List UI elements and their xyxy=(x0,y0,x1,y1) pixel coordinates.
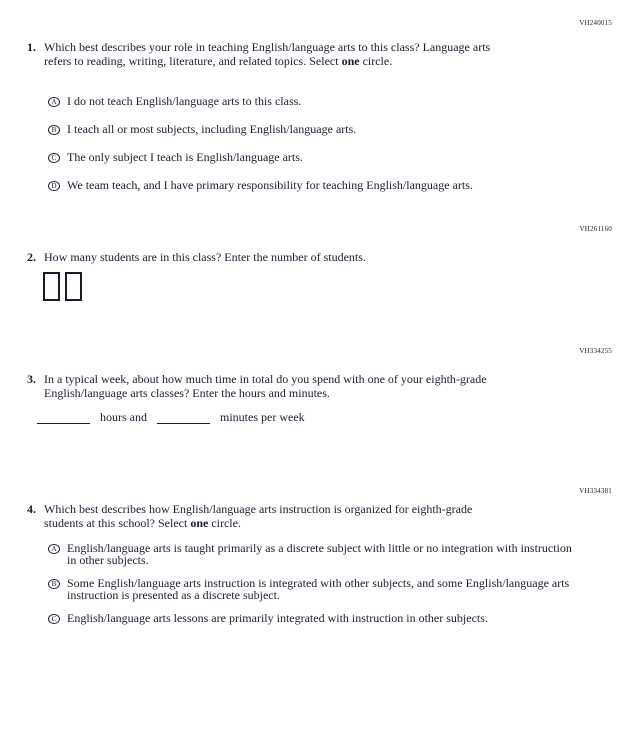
question-2 xyxy=(27,250,510,264)
question-1-options xyxy=(48,95,573,207)
question-4-option-c xyxy=(48,612,573,624)
hours-input-blank[interactable] xyxy=(37,410,90,424)
question-1-text xyxy=(44,40,510,68)
question-1-option-a xyxy=(48,95,573,107)
question-4-number: 4. xyxy=(27,502,36,516)
minutes-input-blank[interactable] xyxy=(157,410,210,424)
option-c-bubble-icon[interactable]: C xyxy=(48,614,60,624)
question-3-text: In a typical week, about how much time in total do you spend with one of your eighth-grade English/language arts classes? Enter the hours and minutes. xyxy=(44,372,487,400)
option-a-label: English/language arts is taught primarily as a discrete subject with little or no integration with instruction in other subjects. xyxy=(67,541,572,567)
question-2-text: How many students are in this class? Enter the number of students. xyxy=(44,250,366,264)
question-1 xyxy=(27,40,510,68)
question-1-option-b xyxy=(48,123,573,135)
question-3-number: 3. xyxy=(27,372,36,386)
question-4-text xyxy=(44,502,510,530)
question-3-accession-code: VH334255 xyxy=(579,347,612,355)
question-1-option-c xyxy=(48,151,573,163)
question-4 xyxy=(27,502,510,530)
question-4-text-end: circle. xyxy=(208,516,241,530)
question-3 xyxy=(27,372,510,400)
question-4-options xyxy=(48,542,573,635)
option-b-bubble-icon[interactable]: B xyxy=(48,125,60,135)
question-4-option-b xyxy=(48,577,573,601)
question-1-option-d xyxy=(48,179,573,191)
question-4-text-start: Which best describes how English/language arts instruction is organized for eighth-grade students at this school? Select xyxy=(44,502,473,530)
option-c-bubble-icon[interactable]: C xyxy=(48,153,60,163)
question-4-option-a xyxy=(48,542,573,566)
option-b-label: Some English/language arts instruction is integrated with other subjects, and some English/language arts instruction is presented as a discrete subject. xyxy=(67,576,570,602)
student-count-entry xyxy=(43,272,82,301)
option-a-bubble-icon[interactable]: A xyxy=(48,97,60,107)
option-a-label: I do not teach English/language arts to this class. xyxy=(67,94,302,108)
question-1-text-start: Which best describes your role in teaching English/language arts to this class? Language arts refers to reading, writing, literature, and related topics. Select xyxy=(44,40,491,68)
option-c-label: The only subject I teach is English/language arts. xyxy=(67,150,303,164)
student-count-box-tens[interactable] xyxy=(43,272,60,301)
question-4-accession-code: VH334381 xyxy=(579,487,612,495)
question-2-accession-code: VH261160 xyxy=(579,225,612,233)
option-c-label: English/language arts lessons are primarily integrated with instruction in other subjects. xyxy=(67,611,488,625)
time-entry-row xyxy=(37,410,305,424)
option-b-bubble-icon[interactable]: B xyxy=(48,579,60,589)
question-1-number: 1. xyxy=(27,40,36,54)
option-d-label: We team teach, and I have primary responsibility for teaching English/language arts. xyxy=(67,178,473,192)
option-b-label: I teach all or most subjects, including English/language arts. xyxy=(67,122,357,136)
question-1-text-bold: one xyxy=(341,54,360,68)
student-count-box-ones[interactable] xyxy=(65,272,82,301)
option-d-bubble-icon[interactable]: D xyxy=(48,181,60,191)
question-1-text-end: circle. xyxy=(359,54,393,68)
question-4-text-bold: one xyxy=(190,516,209,530)
question-2-number: 2. xyxy=(27,250,36,264)
hours-label: hours and xyxy=(100,410,147,424)
question-1-accession-code: VH240015 xyxy=(579,19,612,27)
minutes-label: minutes per week xyxy=(220,410,305,424)
option-a-bubble-icon[interactable]: A xyxy=(48,544,60,554)
